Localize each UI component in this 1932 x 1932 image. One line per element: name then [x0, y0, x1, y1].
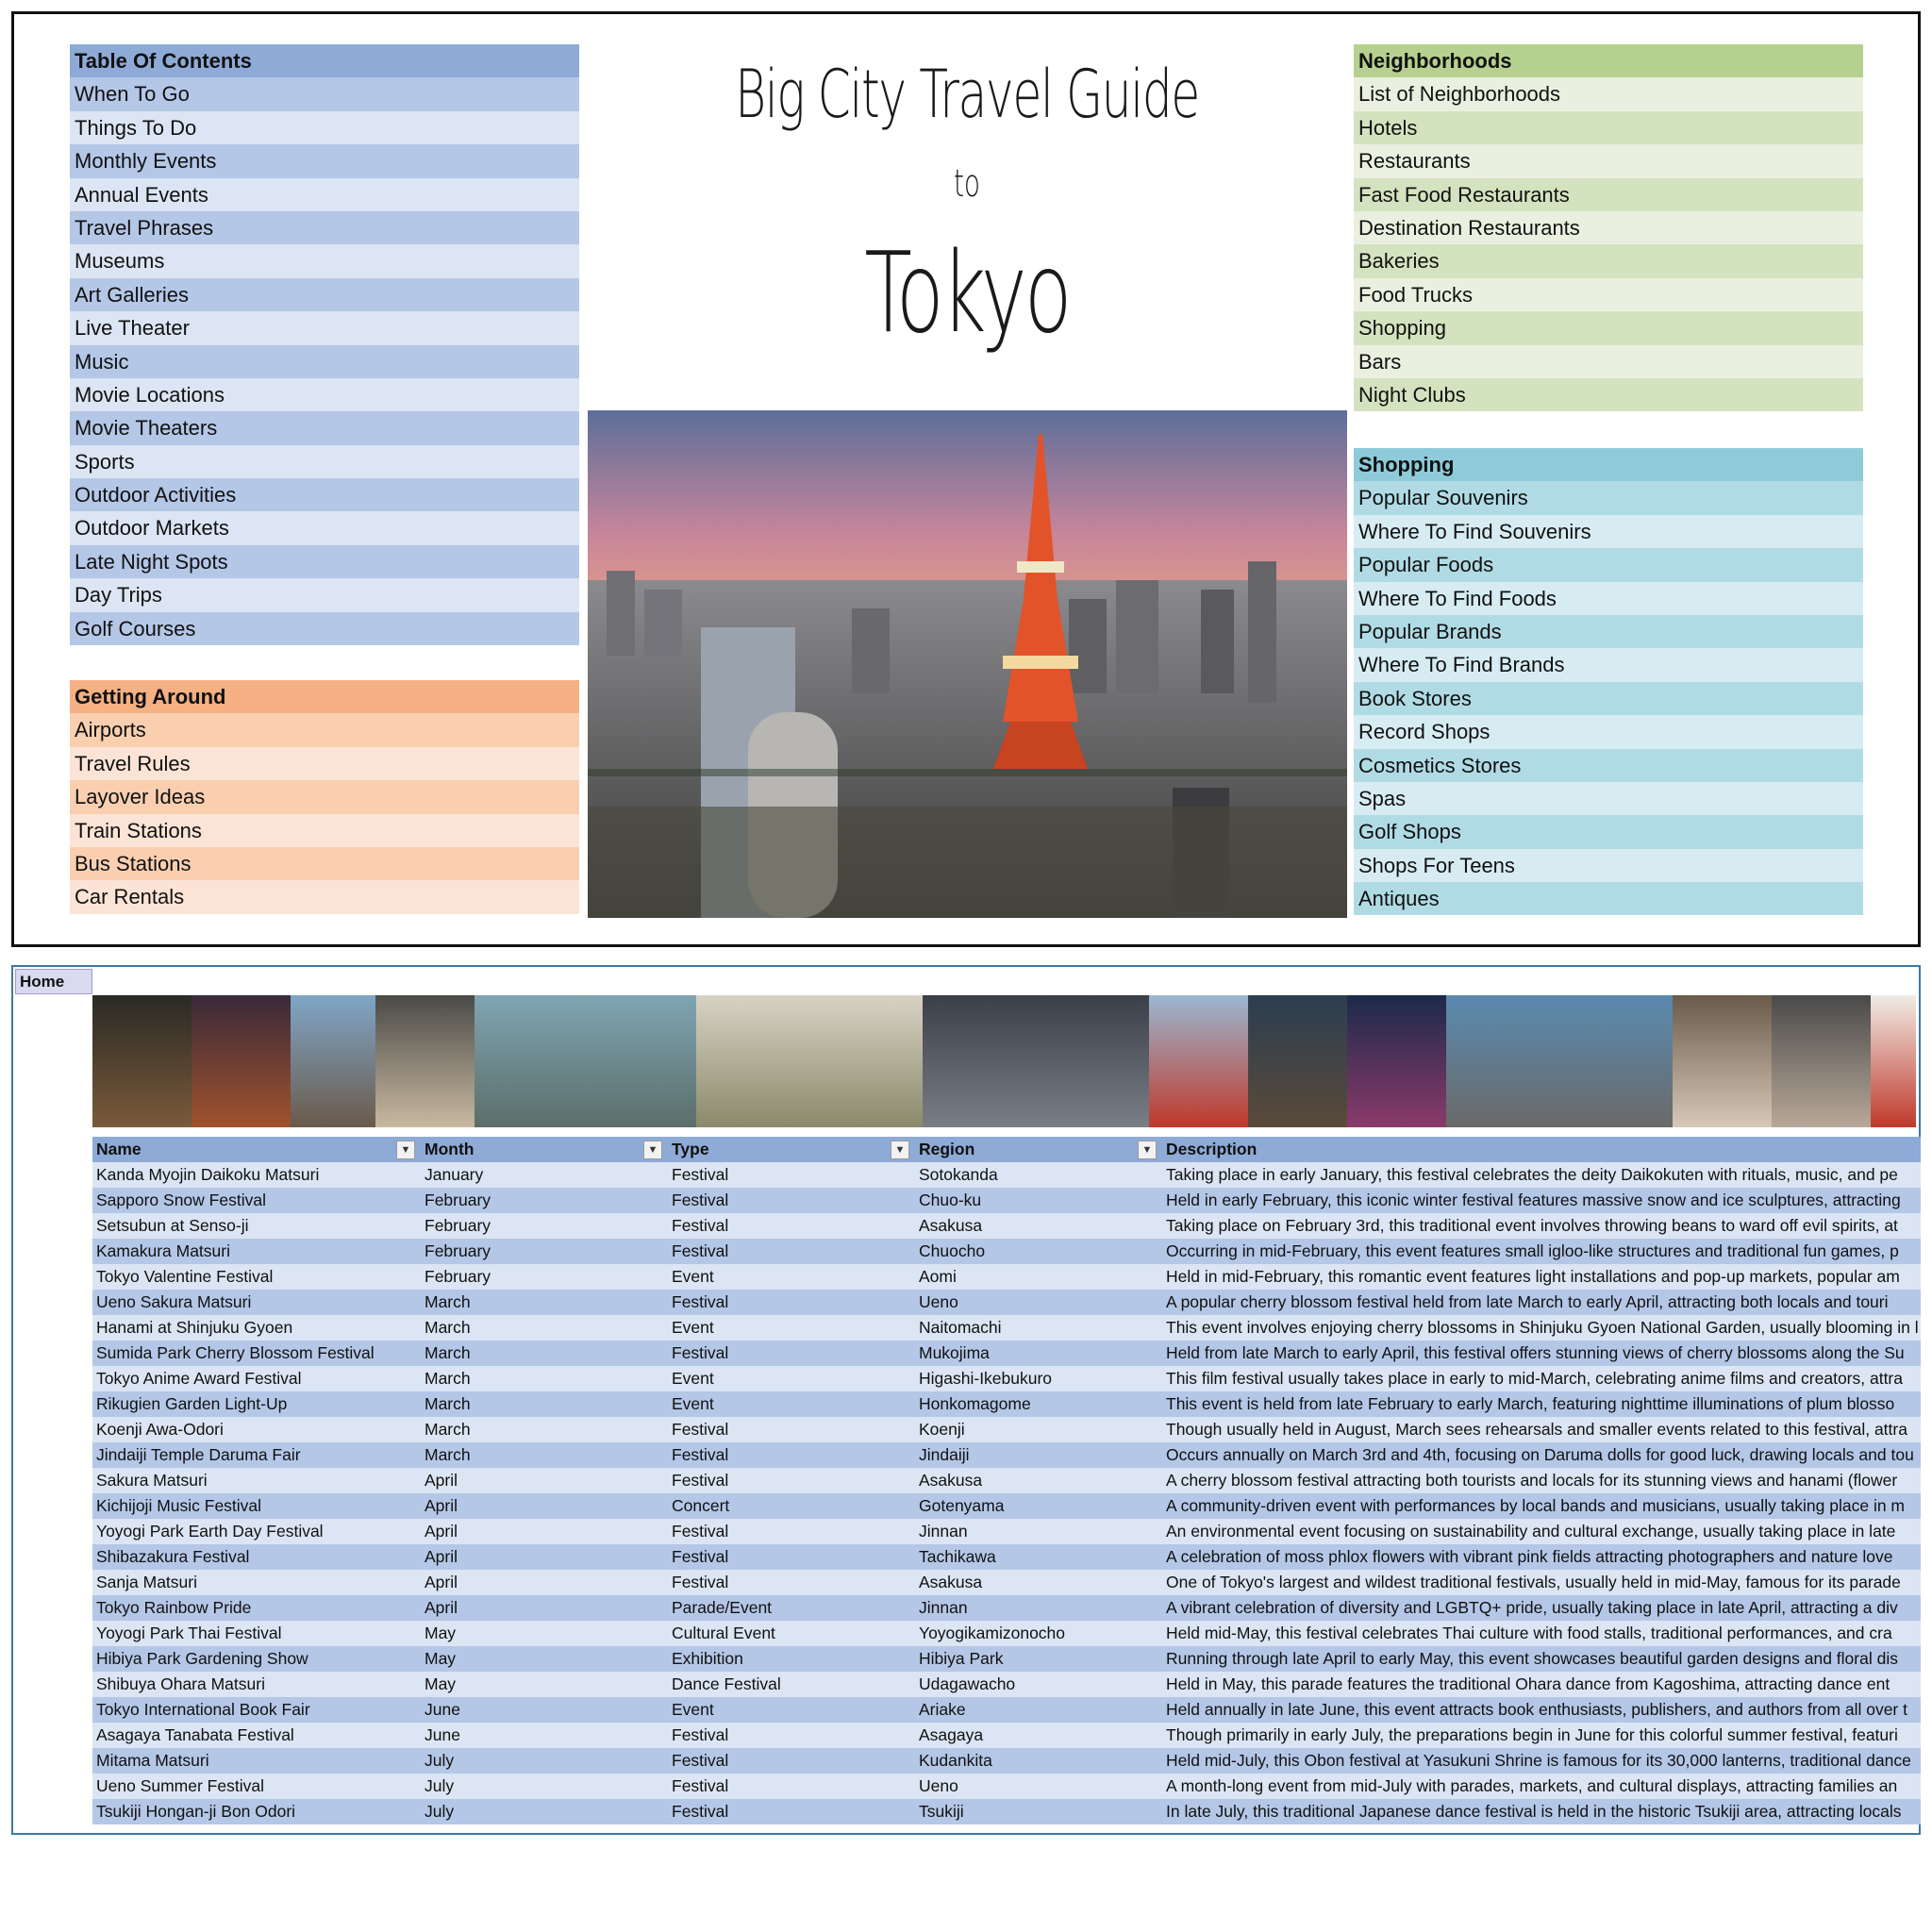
banner-photo-8 — [1149, 995, 1248, 1127]
cell-type[interactable]: Festival — [668, 1442, 915, 1468]
cell-type[interactable]: Dance Festival — [668, 1672, 915, 1697]
table-row[interactable] — [92, 1570, 1921, 1595]
toc-link-item[interactable]: Sports — [70, 445, 579, 478]
getting-around-link-item[interactable]: Layover Ideas — [70, 780, 579, 813]
cell-name[interactable]: Koenji Awa-Odori — [92, 1417, 421, 1442]
cell-type[interactable]: Festival — [668, 1774, 915, 1799]
neighborhoods-link-item[interactable]: Fast Food Restaurants — [1354, 178, 1863, 211]
cell-name[interactable]: Kanda Myojin Daikoku Matsuri — [92, 1162, 421, 1188]
cell-description[interactable]: In late July, this traditional Japanese dance festival is held in the historic Tsukiji area, attracting locals — [1162, 1799, 1921, 1824]
cell-region[interactable]: Asakusa — [915, 1213, 1162, 1239]
cell-region[interactable]: Jinnan — [915, 1595, 1162, 1621]
shopping-link-item[interactable]: Golf Shops — [1354, 815, 1863, 848]
cell-region[interactable]: Chuo-ku — [915, 1188, 1162, 1213]
cell-region[interactable]: Aomi — [915, 1264, 1162, 1290]
toc-link-item[interactable]: Live Theater — [70, 311, 579, 344]
cell-name[interactable]: Kamakura Matsuri — [92, 1239, 421, 1264]
cell-month[interactable]: March — [421, 1341, 668, 1366]
tokyo-skyline-image — [588, 410, 1347, 918]
cell-type[interactable]: Event — [668, 1366, 915, 1391]
cell-name[interactable]: Hibiya Park Gardening Show — [92, 1646, 421, 1672]
cell-type[interactable]: Festival — [668, 1417, 915, 1442]
cell-month[interactable]: June — [421, 1697, 668, 1723]
cell-month[interactable]: April — [421, 1493, 668, 1519]
cell-region[interactable]: Naitomachi — [915, 1315, 1162, 1341]
table-row[interactable] — [92, 1468, 1921, 1493]
toc-link-item[interactable]: Outdoor Activities — [70, 478, 579, 511]
column-header-label: Month — [425, 1140, 475, 1158]
toc-link-item[interactable]: Things To Do — [70, 111, 579, 144]
toc-header: Table Of Contents — [70, 44, 579, 77]
cell-description[interactable]: One of Tokyo's largest and wildest traditional festivals, usually held in mid-May, famous for its parade — [1162, 1570, 1921, 1595]
toc-link-item[interactable]: Outdoor Markets — [70, 511, 579, 544]
table-row[interactable] — [92, 1391, 1921, 1417]
shopping-link-item[interactable]: Popular Foods — [1354, 548, 1863, 581]
neighborhoods-link-item[interactable]: Night Clubs — [1354, 378, 1863, 411]
banner-photo-9 — [1248, 995, 1347, 1127]
table-row[interactable] — [92, 1341, 1921, 1366]
table-row[interactable] — [92, 1162, 1921, 1188]
neighborhoods-header: Neighborhoods — [1354, 44, 1863, 77]
cell-month[interactable]: April — [421, 1595, 668, 1621]
getting-around-link-item[interactable]: Airports — [70, 713, 579, 746]
cell-region[interactable]: Hibiya Park — [915, 1646, 1162, 1672]
shopping-link-item[interactable]: Spas — [1354, 782, 1863, 815]
cell-name[interactable]: Ueno Sakura Matsuri — [92, 1290, 421, 1315]
events-table-container — [92, 1137, 1921, 1837]
toc-link-item[interactable]: When To Go — [70, 77, 579, 110]
cell-month[interactable]: March — [421, 1417, 668, 1442]
cell-name[interactable]: Sanja Matsuri — [92, 1570, 421, 1595]
cell-month[interactable]: February — [421, 1213, 668, 1239]
column-header-month[interactable] — [421, 1137, 668, 1162]
cell-name[interactable]: Sapporo Snow Festival — [92, 1188, 421, 1213]
toc-link-item[interactable]: Art Galleries — [70, 278, 579, 311]
filter-dropdown-icon[interactable]: ▼ — [891, 1141, 909, 1159]
cell-type[interactable]: Event — [668, 1391, 915, 1417]
filter-dropdown-icon[interactable]: ▼ — [396, 1141, 415, 1159]
column-header-type[interactable] — [668, 1137, 915, 1162]
cell-month[interactable]: March — [421, 1290, 668, 1315]
cell-type[interactable]: Festival — [668, 1748, 915, 1774]
table-row[interactable] — [92, 1366, 1921, 1391]
table-row[interactable] — [92, 1290, 1921, 1315]
guide-title — [590, 42, 1344, 363]
cell-description[interactable]: Held mid-July, this Obon festival at Yasukuni Shrine is famous for its 30,000 lanterns, traditional dance — [1162, 1748, 1921, 1774]
cell-month[interactable]: July — [421, 1748, 668, 1774]
cell-region[interactable]: Kudankita — [915, 1748, 1162, 1774]
cell-type[interactable]: Festival — [668, 1239, 915, 1264]
cell-type[interactable]: Exhibition — [668, 1646, 915, 1672]
toc-link-item[interactable]: Golf Courses — [70, 612, 579, 645]
cell-description[interactable]: An environmental event focusing on sustainability and cultural exchange, usually taking place in late — [1162, 1519, 1921, 1544]
cell-region[interactable]: Jinnan — [915, 1519, 1162, 1544]
neighborhoods-link-item[interactable]: Destination Restaurants — [1354, 211, 1863, 244]
cell-month[interactable]: February — [421, 1264, 668, 1290]
table-row[interactable] — [92, 1774, 1921, 1799]
cell-region[interactable]: Ariake — [915, 1697, 1162, 1723]
title-city: Tokyo — [864, 227, 1070, 358]
title-line-2: to — [953, 162, 981, 206]
cell-month[interactable]: May — [421, 1646, 668, 1672]
table-body — [92, 1162, 1921, 1824]
cell-region[interactable]: Tachikawa — [915, 1544, 1162, 1570]
cell-type[interactable]: Festival — [668, 1570, 915, 1595]
shopping-link-item[interactable]: Antiques — [1354, 882, 1863, 915]
cell-region[interactable]: Asagaya — [915, 1723, 1162, 1748]
banner-photo-10 — [1347, 995, 1446, 1127]
photo-banner — [92, 995, 1921, 1127]
home-button[interactable]: Home — [15, 969, 92, 994]
cell-description[interactable]: A celebration of moss phlox flowers with vibrant pink fields attracting photographers and nature love — [1162, 1544, 1921, 1570]
neighborhoods-link-item[interactable]: Bakeries — [1354, 244, 1863, 277]
cell-name[interactable]: Yoyogi Park Earth Day Festival — [92, 1519, 421, 1544]
shopping-link-item[interactable]: Shops For Teens — [1354, 849, 1863, 882]
table-row[interactable] — [92, 1595, 1921, 1621]
cell-type[interactable]: Event — [668, 1264, 915, 1290]
cell-month[interactable]: February — [421, 1239, 668, 1264]
shopping-link-item[interactable]: Popular Souvenirs — [1354, 481, 1863, 514]
table-row[interactable] — [92, 1417, 1921, 1442]
cell-description[interactable]: Though usually held in August, March sees rehearsals and smaller events related to this festival, attra — [1162, 1417, 1921, 1442]
banner-photo-6 — [696, 995, 923, 1127]
table-row[interactable] — [92, 1646, 1921, 1672]
cell-month[interactable]: May — [421, 1621, 668, 1646]
cell-description[interactable]: A month-long event from mid-July with parades, markets, and cultural displays, attracting families an — [1162, 1774, 1921, 1799]
toc-link-item[interactable]: Day Trips — [70, 578, 579, 611]
toc-link-item[interactable]: Movie Locations — [70, 378, 579, 411]
cell-description[interactable]: A vibrant celebration of diversity and LGBTQ+ pride, usually taking place in late April, attracting a div — [1162, 1595, 1921, 1621]
cell-type[interactable]: Festival — [668, 1341, 915, 1366]
cell-type[interactable]: Festival — [668, 1188, 915, 1213]
toc-link-item[interactable]: Annual Events — [70, 178, 579, 211]
cell-month[interactable]: March — [421, 1442, 668, 1468]
getting-around-header: Getting Around — [70, 680, 579, 713]
column-header-label: Type — [672, 1140, 709, 1158]
cell-name[interactable]: Kichijoji Music Festival — [92, 1493, 421, 1519]
cell-month[interactable]: February — [421, 1188, 668, 1213]
cell-month[interactable]: May — [421, 1672, 668, 1697]
cell-month[interactable]: June — [421, 1723, 668, 1748]
banner-photo-11 — [1446, 995, 1673, 1127]
cell-description[interactable]: A community-driven event with performances by local bands and musicians, usually taking place in m — [1162, 1493, 1921, 1519]
cell-name[interactable]: Yoyogi Park Thai Festival — [92, 1621, 421, 1646]
cell-name[interactable]: Tokyo Rainbow Pride — [92, 1595, 421, 1621]
toc-link-item[interactable]: Music — [70, 345, 579, 378]
tokyo-tower-photo — [588, 410, 1347, 918]
travel-guide-dashboard — [11, 11, 1921, 947]
cell-type[interactable]: Concert — [668, 1493, 915, 1519]
getting-around-menu — [70, 680, 579, 914]
cell-name[interactable]: Shibuya Ohara Matsuri — [92, 1672, 421, 1697]
table-row[interactable] — [92, 1544, 1921, 1570]
neighborhoods-link-item[interactable]: Bars — [1354, 345, 1863, 378]
banner-photo-13 — [1772, 995, 1871, 1127]
cell-type[interactable]: Festival — [668, 1544, 915, 1570]
cell-region[interactable]: Asakusa — [915, 1468, 1162, 1493]
table-row[interactable] — [92, 1493, 1921, 1519]
cell-name[interactable]: Shibazakura Festival — [92, 1544, 421, 1570]
cell-type[interactable]: Festival — [668, 1213, 915, 1239]
shopping-menu — [1354, 448, 1863, 915]
cell-name[interactable]: Jindaiji Temple Daruma Fair — [92, 1442, 421, 1468]
cell-name[interactable]: Tokyo International Book Fair — [92, 1697, 421, 1723]
cell-type[interactable]: Event — [668, 1697, 915, 1723]
cell-type[interactable]: Parade/Event — [668, 1595, 915, 1621]
cell-region[interactable]: Gotenyama — [915, 1493, 1162, 1519]
cell-name[interactable]: Tokyo Anime Award Festival — [92, 1366, 421, 1391]
cell-region[interactable]: Ueno — [915, 1774, 1162, 1799]
cell-month[interactable]: January — [421, 1162, 668, 1188]
banner-photo-3 — [291, 995, 375, 1127]
banner-photo-4 — [375, 995, 475, 1127]
table-row[interactable] — [92, 1799, 1921, 1824]
banner-photo-14 — [1871, 995, 1916, 1127]
cell-type[interactable]: Cultural Event — [668, 1621, 915, 1646]
cell-month[interactable]: March — [421, 1315, 668, 1341]
shopping-link-item[interactable]: Record Shops — [1354, 715, 1863, 748]
cell-region[interactable]: Tsukiji — [915, 1799, 1162, 1824]
table-row[interactable] — [92, 1188, 1921, 1213]
cell-month[interactable]: March — [421, 1391, 668, 1417]
banner-photo-1 — [92, 995, 192, 1127]
cell-type[interactable]: Event — [668, 1315, 915, 1341]
cell-name[interactable]: Tsukiji Hongan-ji Bon Odori — [92, 1799, 421, 1824]
events-table — [92, 1137, 1921, 1824]
getting-around-link-item[interactable]: Bus Stations — [70, 847, 579, 880]
banner-photo-7 — [923, 995, 1149, 1127]
toc-link-item[interactable]: Late Night Spots — [70, 545, 579, 578]
neighborhoods-menu — [1354, 44, 1863, 411]
cell-region[interactable]: Jindaiji — [915, 1442, 1162, 1468]
table-row[interactable] — [92, 1239, 1921, 1264]
cell-month[interactable]: April — [421, 1570, 668, 1595]
cell-month[interactable]: April — [421, 1468, 668, 1493]
cell-description[interactable]: A cherry blossom festival attracting both tourists and locals for its stunning views and hanami (flower — [1162, 1468, 1921, 1493]
cell-name[interactable]: Tokyo Valentine Festival — [92, 1264, 421, 1290]
cell-name[interactable]: Mitama Matsuri — [92, 1748, 421, 1774]
cell-description[interactable]: Running through late April to early May, this event showcases beautiful garden designs and floral dis — [1162, 1646, 1921, 1672]
cell-description[interactable]: Held in mid-February, this romantic event features light installations and pop-up markets, popular am — [1162, 1264, 1921, 1290]
cell-month[interactable]: April — [421, 1544, 668, 1570]
table-of-contents-menu — [70, 44, 579, 645]
cell-description[interactable]: A popular cherry blossom festival held from late March to early April, attracting both locals and touri — [1162, 1290, 1921, 1315]
cell-type[interactable]: Festival — [668, 1723, 915, 1748]
shopping-header: Shopping — [1354, 448, 1863, 481]
banner-photo-5 — [475, 995, 696, 1127]
cell-region[interactable]: Honkomagome — [915, 1391, 1162, 1417]
cell-description[interactable]: Taking place on February 3rd, this traditional event involves throwing beans to ward off evil spirits, at — [1162, 1213, 1921, 1239]
cell-description[interactable]: This event is held from late February to early March, featuring nighttime illuminations of plum blosso — [1162, 1391, 1921, 1417]
cell-type[interactable]: Festival — [668, 1290, 915, 1315]
shopping-link-item[interactable]: Where To Find Foods — [1354, 582, 1863, 615]
table-row[interactable] — [92, 1723, 1921, 1748]
neighborhoods-link-item[interactable]: Restaurants — [1354, 144, 1863, 177]
banner-photo-2 — [192, 995, 291, 1127]
getting-around-link-item[interactable]: Car Rentals — [70, 880, 579, 913]
shopping-link-item[interactable]: Where To Find Souvenirs — [1354, 515, 1863, 548]
cell-description[interactable]: Held from late March to early April, this festival offers stunning views of cherry blossoms along the Su — [1162, 1341, 1921, 1366]
cell-name[interactable]: Sakura Matsuri — [92, 1468, 421, 1493]
filter-dropdown-icon[interactable]: ▼ — [643, 1141, 662, 1159]
getting-around-link-item[interactable]: Travel Rules — [70, 747, 579, 780]
cell-description[interactable]: Held annually in late June, this event attracts book enthusiasts, publishers, and authors from all over t — [1162, 1697, 1921, 1723]
cell-month[interactable]: July — [421, 1799, 668, 1824]
column-header-label: Region — [919, 1140, 975, 1158]
filter-dropdown-icon[interactable]: ▼ — [1138, 1141, 1157, 1159]
cell-region[interactable]: Higashi-Ikebukuro — [915, 1366, 1162, 1391]
table-row[interactable] — [92, 1264, 1921, 1290]
table-row[interactable] — [92, 1748, 1921, 1774]
cell-name[interactable]: Asagaya Tanabata Festival — [92, 1723, 421, 1748]
neighborhoods-link-item[interactable]: Food Trucks — [1354, 278, 1863, 311]
neighborhoods-link-item[interactable]: Shopping — [1354, 311, 1863, 344]
shopping-link-item[interactable]: Cosmetics Stores — [1354, 749, 1863, 782]
cell-description[interactable]: Occurs annually on March 3rd and 4th, focusing on Daruma dolls for good luck, drawing locals and tou — [1162, 1442, 1921, 1468]
cell-name[interactable]: Rikugien Garden Light-Up — [92, 1391, 421, 1417]
shopping-link-item[interactable]: Where To Find Brands — [1354, 648, 1863, 681]
table-row[interactable] — [92, 1519, 1921, 1544]
cell-region[interactable]: Mukojima — [915, 1341, 1162, 1366]
cell-description[interactable]: Held in May, this parade features the traditional Ohara dance from Kagoshima, attracting dance ent — [1162, 1672, 1921, 1697]
cell-region[interactable]: Ueno — [915, 1290, 1162, 1315]
toc-link-item[interactable]: Travel Phrases — [70, 211, 579, 244]
table-row[interactable] — [92, 1213, 1921, 1239]
cell-region[interactable]: Yoyogikamizonocho — [915, 1621, 1162, 1646]
cell-type[interactable]: Festival — [668, 1468, 915, 1493]
cell-region[interactable]: Asakusa — [915, 1570, 1162, 1595]
neighborhoods-link-item[interactable]: List of Neighborhoods — [1354, 77, 1863, 110]
cell-description[interactable]: Though primarily in early July, the preparations begin in June for this colorful summer festival, featuri — [1162, 1723, 1921, 1748]
cell-name[interactable]: Setsubun at Senso-ji — [92, 1213, 421, 1239]
cell-description[interactable]: Held in early February, this iconic winter festival features massive snow and ice sculptures, attracting — [1162, 1188, 1921, 1213]
table-row[interactable] — [92, 1442, 1921, 1468]
neighborhoods-link-item[interactable]: Hotels — [1354, 111, 1863, 144]
cell-name[interactable]: Sumida Park Cherry Blossom Festival — [92, 1341, 421, 1366]
cell-description[interactable]: Taking place in early January, this festival celebrates the deity Daikokuten with rituals, music, and pe — [1162, 1162, 1921, 1188]
toc-link-item[interactable]: Monthly Events — [70, 144, 579, 177]
banner-photo-12 — [1673, 995, 1772, 1127]
cell-region[interactable]: Sotokanda — [915, 1162, 1162, 1188]
column-header-description[interactable] — [1162, 1137, 1921, 1162]
column-header-label: Name — [96, 1140, 142, 1158]
toc-link-item[interactable]: Museums — [70, 244, 579, 277]
cell-region[interactable]: Chuocho — [915, 1239, 1162, 1264]
cell-name[interactable]: Hanami at Shinjuku Gyoen — [92, 1315, 421, 1341]
cell-description[interactable]: This event involves enjoying cherry blossoms in Shinjuku Gyoen National Garden, usually blooming in l — [1162, 1315, 1921, 1341]
table-row[interactable] — [92, 1697, 1921, 1723]
cell-region[interactable]: Koenji — [915, 1417, 1162, 1442]
table-header-row — [92, 1137, 1921, 1162]
column-header-name[interactable] — [92, 1137, 421, 1162]
cell-type[interactable]: Festival — [668, 1519, 915, 1544]
cell-description[interactable]: Held mid-May, this festival celebrates Thai culture with food stalls, traditional performances, and cra — [1162, 1621, 1921, 1646]
column-header-label: Description — [1166, 1140, 1257, 1158]
getting-around-link-item[interactable]: Train Stations — [70, 814, 579, 847]
table-row[interactable] — [92, 1672, 1921, 1697]
cell-type[interactable]: Festival — [668, 1162, 915, 1188]
events-spreadsheet — [11, 965, 1921, 1835]
cell-description[interactable]: This film festival usually takes place in early to mid-March, celebrating anime films and creators, attra — [1162, 1366, 1921, 1391]
shopping-link-item[interactable]: Book Stores — [1354, 682, 1863, 715]
title-line-1: Big City Travel Guide — [735, 56, 1199, 133]
cell-month[interactable]: July — [421, 1774, 668, 1799]
column-header-region[interactable] — [915, 1137, 1162, 1162]
cell-name[interactable]: Ueno Summer Festival — [92, 1774, 421, 1799]
toc-link-item[interactable]: Movie Theaters — [70, 411, 579, 444]
table-row[interactable] — [92, 1315, 1921, 1341]
table-row[interactable] — [92, 1621, 1921, 1646]
cell-region[interactable]: Udagawacho — [915, 1672, 1162, 1697]
cell-month[interactable]: April — [421, 1519, 668, 1544]
cell-type[interactable]: Festival — [668, 1799, 915, 1824]
shopping-link-item[interactable]: Popular Brands — [1354, 615, 1863, 648]
cell-description[interactable]: Occurring in mid-February, this event features small igloo-like structures and traditional fun games, p — [1162, 1239, 1921, 1264]
cell-month[interactable]: March — [421, 1366, 668, 1391]
